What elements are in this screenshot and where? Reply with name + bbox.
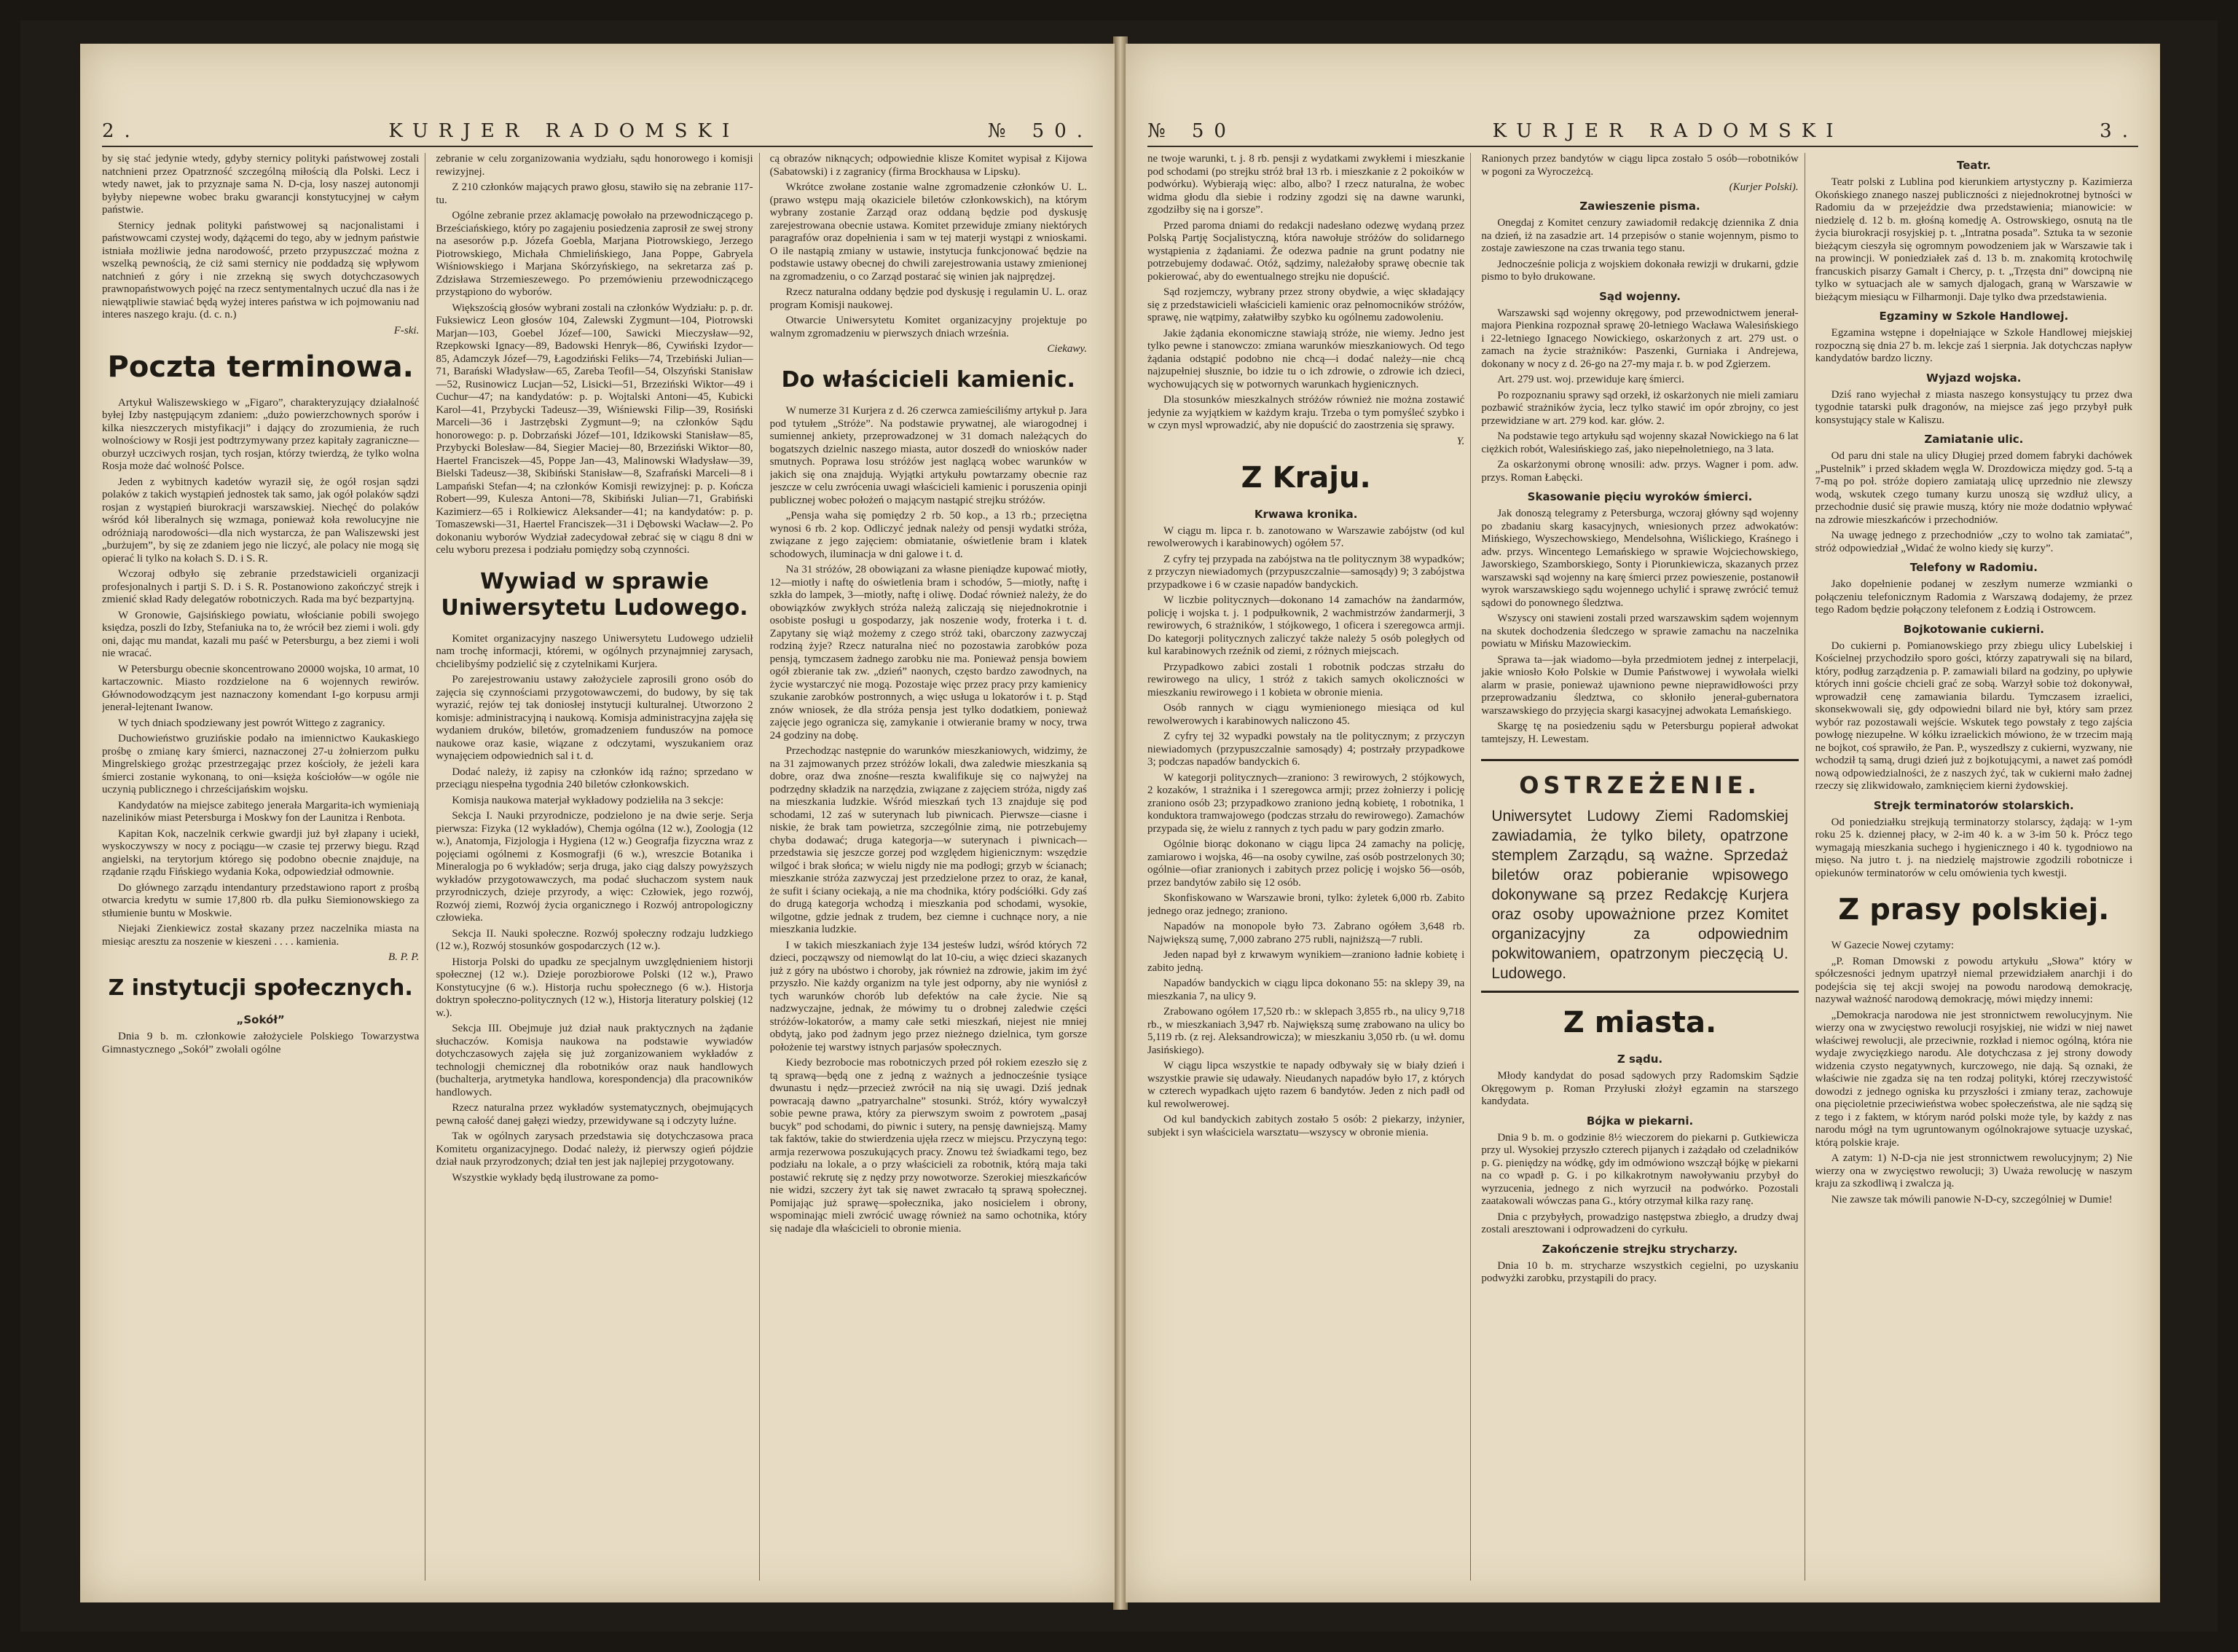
column-4 (1147, 153, 1471, 1581)
article-text: Egzamina wstępne i dopełniające w Szkole Handlowej miejskiej rozpoczną się dnia 27 b. m. lekcje zaś 1 sierpnia. Jak dotychczas napływ kandydatów bardzo liczny. (1815, 327, 2132, 364)
notice-title: OSTRZEŻENIE. (1519, 771, 1761, 799)
article-text: Na 31 stróżów, 28 obowiązani za własne pieniądze kupować miotły, 12—miotły i naftę do oświetlenia bram i schodów, 5—miotły, naftę i szkła do lampek, 3—miotły, naftę i oliwę. Dodać również należy, że do obowiązków zwykłych stróża należą zaliczają się niejednokrotnie i osobiste posługi u gospodarzy, jak noszenie wody, froterka i t. d. Zapytany się wiąż możemy z czego stróż taki, obarczony zazwyczaj rodziną żyje? Rzecz naturalna nieć no pozostawia zarobków poza pensją, tymczasem żadnego zarobku nie ma. Ponieważ pensja bowiem ogół zbieranie tak zw. „dzień” naonych, często bardzo zawodnych, na życie wystarczyć nie mogą. Pozostaje więc przez pracy przy kamienicy szukanie zarobków postronnych, a więc usługa u lokatorów i t. p. Stąd znów wniosek, że dla stróża pensja jest tylko dodatkiem, ponieważ zajęcie jego ogranicza się, zamykanie i otwieranie bramy w nocy, trwa 24 godziny na dobę. (769, 564, 1087, 742)
article-text: W Gronowie, Gajsińskiego powiatu, włościanie pobili swojego księdza, poszli do Izby, Stefaniuka na to, że wrócił bez ziemi i woli. gdy oni, dając mu mandat, kazali mu paść w Petersburgu, a bez ziemi i woli nie wracać. (102, 609, 420, 659)
subheading: Wyjazd wojska. (1926, 371, 2022, 385)
column-5 (1481, 153, 1805, 1581)
subheading: Bojkotowanie cukierni. (1903, 622, 2044, 636)
article-text: by się stać jedynie wtedy, gdyby sternicy polityki państwowej zostali natchnieni przez Opatrzność szczególną miłością dla Polski. Lecz i wtedy nawet, jak to przyznaje sama N. D-cja, losy naszej autonomji byłyby niepewne wobec braku gwarancji konstytucyjnej w całym państwie. (102, 153, 420, 216)
article-text: Dla stosunków mieszkalnych stróżów również nie można zostawić jedynie za wyjątkiem w każdym kraju. Trzeba o tym pomyśleć szybko i w czyn mysl wprowadzić, aby nie dopuścić do zaostrzenia się sprawy. (1147, 394, 1465, 431)
article-text: Nie zawsze tak mówili panowie N-D-cy, szczególniej w Dumie! (1831, 1193, 2113, 1205)
article-text: Onegdaj z Komitet cenzury zawiadomił redakcję dziennika Z dnia na dzień, iż na zasadzie art. 14 przepisów o stanie wojennym, pismo to zostaje zawieszone na czas trwania tego stanu. (1481, 217, 1799, 254)
article-text: Od poniedziałku strejkują terminatorzy stolarscy, żądają: w 1-ym roku 25 k. dziennej płacy, w 2-im 40 k. a w 3-im 50 k. Prócz tego wymagają mieszkania suchego i hygienicznego i 40 k. tygodniowo na mięso. Na jutro t. j. na niedzielę majstrowie zgodzili robotnicze i opiekunów terminatorów w celu omówienia tych kwestji. (1815, 816, 2132, 879)
article-text: W Gazecie Nowej czytamy: (1831, 940, 1955, 951)
section-heading: Z Kraju. (1241, 460, 1371, 495)
signature: Ciekawy. (1047, 343, 1087, 355)
article-text: Wkrótce zwołane zostanie walne zgromadzenie członków U. L. (prawo wstępu mają okaziciele biletów członkowskich), na którym wybrany zostanie Zarząd oraz oddaną będzie pod dyskusję zarejestrowana obecnie ustawa. Komitet przewiduje zmiany niektórych paragrafów oraz dopełnienia i sam w tej materji wystąpi z wnioskami. O ile nastąpią zmiany w ustawie, instytucja funkcjonować będzie na podstawie ustawy obecnej do chwili zarejestrowania ustawy zmienionej na zgromadzeniu, o co Zarząd postarać się winien jak najprędzej. (769, 181, 1087, 283)
article-text: Dodać należy, iż zapisy na członków idą raźno; sprzedano w przeciągu niespełna tygodnia 240 biletów członkowskich. (436, 766, 753, 790)
article-text: Napadów bandyckich w ciągu lipca dokonano 55: na sklepy 39, na mieszkania 7, na ulicy 9. (1147, 978, 1465, 1002)
subheading: Z sądu. (1617, 1053, 1663, 1066)
article-text: Wszyscy oni stawieni zostali przed warszawskim sądem wojennym na skutek dochodzenia śledczego w sprawie zamachu na naczelnika powiatu w Mińsku Mazowieckim. (1481, 613, 1799, 650)
article-text: Kandydatów na miejsce zabitego jenerała Margarita-ich wymieniają nazeliników miast Petersburga i Moskwy fon der Launitza i Renbota. (102, 799, 420, 824)
article-text: ne twoje warunki, t. j. 8 rb. pensji z wydatkami zwykłemi i mieszkanie pod schodami (po strejku stróż brał 13 rb. i mieszkanie z 2 pokoików w podwórku). Wybierają więc: albo, albo? I rzecz naturalna, że wobec widma głodu dla siebie i rodziny zgodzi się na dawne warunki, zgodziłby się na i gorsze”. (1147, 153, 1465, 216)
article-text: W liczbie politycznych—dokonano 14 zamachów na żandarmów, policję i wojska t. j. 1 podpułkownik, 2 wachmistrzów żandarmerji, 3 rewirowych, 6 strażników, 1 stójkowego, 1 oficera i szeregowca armji. Do kategorji politycznych zaliczyć także należy 5 osób poległych od kul karabinowych rzeźnik od ziemi, z różnych miejscach. (1147, 594, 1465, 657)
article-text: W ciągu lipca wszystkie te napady odbywały się w biały dzień i wszystkie prawie się udawały. Nieudanych napadów było 17, z których w czterech wypadkach ujęto razem 6 bandytów. Jeden z nich padł od kul rewolwerowej. (1147, 1060, 1465, 1110)
article-text: Za oskarżonymi obronę wnosili: adw. przys. Wagner i pom. adw. przys. Roman Łabęcki. (1481, 459, 1799, 484)
subheading: „Sokół” (236, 1013, 285, 1026)
article-text: Dnia 9 b. m. członkowie założyciele Polskiego Towarzystwa Gimnastycznego „Sokół” zwołali ogólne (102, 1031, 420, 1055)
article-text: cą obrazów niknących; odpowiednie klisze Komitet wypisał z Kijowa (Sabatowski) i z zagranicy (firma Brockhausa w Lipsku). (769, 153, 1087, 178)
signature: (Kurjer Polski). (1729, 181, 1799, 193)
article-text: Otwarcie Uniwersytetu Komitet organizacyjny projektuje po walnym zgromadzeniu w pierwszych dniach września. (769, 315, 1087, 339)
article-text: Po rozpoznaniu sprawy sąd orzekł, iż oskarżonych nie mieli zamiaru pozbawić strażników życia, lecz tylko stawić im opór zbrojny, co jest przewidziane w art. 279 kod. kar. głów. 2. (1481, 389, 1799, 427)
section-heading: Z instytucji społecznych. (108, 975, 413, 1001)
subheading: Sąd wojenny. (1599, 289, 1681, 303)
article-text: W tych dniach spodziewany jest powrót Wittego z zagranicy. (118, 717, 385, 729)
article-text: „P. Roman Dmowski z powodu artykułu „Słowa” który w spółczesności jednym upatrzył niemal przewidziałem anarchji i do podejścia się tej akcji swojej na powodu narodową demokrację, nazywał ważność narodową demokrację, mówi między innemi: (1815, 955, 2132, 1005)
masthead-title: KURJER RADOMSKI (388, 120, 740, 142)
article-text: Napadów na monopole było 73. Zabrano ogółem 3,648 rb. Największą sumę, 7,000 zabrano 275 rubli, najniższą—7 rubli. (1147, 921, 1465, 945)
subheading: Skasowanie pięciu wyroków śmierci. (1527, 490, 1753, 503)
article-text: Przechodząc następnie do warunków mieszkaniowych, widzimy, że na 31 zajmowanych przez stróżów lokali, dwa zaledwie mieszkania są dobre, oraz dwa znośne—reszta kwalifikuje się co najwyżej na podrzędny składzik na narzędzia, związane z zajęciem stróża, nigdy zaś na mieszkania ludzkie. Wśród mieszkań tych 13 znajduje się pod schodami, 12 zaś w suterynach lub piwnicach. Pierwsze—ciasne i niskie, że brak tam powietrza, szczególnie zimą, nie potrzebujemy chyba dodawać; druga kategorja—w suterynach i piwnicach—przedstawia się jeszcze gorzej pod względem higienicznym: wszędzie wilgoć i brak słońca; w wielu nigdy nie ma podłogi; grzyb w ścianach; mieszkanie stróża zazwyczaj jest przedzielone przez to oraz, że kanał, że sufit i ściany ociekają, a nie ma chodnika, który podściółki. Gdy zaś do drugą kategorja wchodzą i mieszkania pod schodami, wysokie, wilgotne, gdzie jednak z trudem, bez ciemne i cuchnące nory, a nie mieszkania ludzkie. (769, 745, 1087, 935)
article-text: Do głównego zarządu intendantury przedstawiono raport z prośbą otwarcia kredytu w sumie 17,800 rb. dla pułku Siemionowskiego za stłumienie buntu w Moskwie. (102, 881, 420, 919)
article-text: Ogólnie biorąc dokonano w ciągu lipca 24 zamachy na policję, zamiarowo i wojska, 46—na osoby cywilne, zaś osób postrzelonych 30; ogólnie—ofiar zranionych i zabitych przez policję i wojsko 56—osób, przez bandytów zabiło się 12 osób. (1147, 838, 1465, 889)
article-text: Rzecz naturalna przez wykładów systematycznych, obejmujących pewną całość danej gałęzi wiedzy, przewidywane są i odczyty luźne. (436, 1102, 753, 1127)
subheading: Teatr. (1956, 159, 1991, 172)
article-text: „Demokracja narodowa nie jest stronnictwem rewolucyjnym. Nie wierzy ona w zwycięstwo rewolucji rosyjskiej, nie widzi w niej nawet właściwej rewolucji, ale przeciwnie, rozkład i niemoc ogólną, która nie wydaje zwycięzkiego narodu. Ale dotychczasa z jej strony dowody widzenia czysto negatywnych, kurczowego, nie dają. Są oznaki, że właściwie nie zgadza się na ten rodzaj polityki, której rzeczywistość dowodzi z jednego ogniska ku przyszłości i zmiany teraz, zachowuje ona pięcioletnie przeciwieństwa wobec społeczeństwa, ale nie sądzą się z tego i z faktem, w którym naród polski może tyle, by każdy z nas narodu mógł na tym ugruntowanym ogólnokrajowe sytuacje uzyskać, którą polskie kraje. (1815, 1009, 2132, 1149)
article-text: Rzecz naturalna oddany będzie pod dyskusję i regulamin U. L. oraz program Komisji naukowej. (769, 286, 1087, 311)
issue-number: № 50 (1147, 120, 1236, 142)
article-text: Skonfiskowano w Warszawie broni, tylko: żyletek 6,000 rb. Zabito jednego oraz jednego; zraniono. (1147, 892, 1465, 917)
article-text: Młody kandydat do posad sądowych przy Radomskim Sądzie Okręgowym p. Roman Przyłuski złożył egzamin na starszego kandydata. (1481, 1070, 1799, 1107)
article-text: Z cyfry tej 32 wypadki powstały na tle politycznym; z przyczyn niewiadomych (przypuszczalnie samosądy) 4; postrzały przypadkowe 3; podczas napadów bandyckich 6. (1147, 731, 1465, 768)
column-6 (1815, 153, 2138, 1581)
article-text: W Petersburgu obecnie skoncentrowano 20000 wojska, 10 armat, 10 kartaczownic. Miasto rozdzielone na 6 wojennych rewirów. Głównodowodzącym jest naznaczony komendant I-go korpusu armji jenerał-lejtenant Iwanow. (102, 663, 420, 713)
article-text: Jednocześnie policja z wojskiem dokonała rewizji w drukarni, gdzie pismo to było drukowane. (1481, 258, 1799, 283)
signature: F-ski. (393, 324, 420, 337)
article-text: Przypadkowo zabici zostali 1 robotnik podczas strzału do rewirowego na ulicy, 1 stróż z takich samych okoliczności w mieszkaniu rewirowego i 1 kobieta w obronie mienia. (1147, 661, 1465, 699)
subheading: Krwawa kronika. (1254, 507, 1358, 521)
subheading: Bójka w piekarni. (1586, 1114, 1694, 1128)
article-text: Dziś rano wyjechał z miasta naszego konsystujący tu przez dwa tygodnie tatarski pułk dragonów, na miejsce zaś jego przybył pułk konsystujący stale w Kaliszu. (1815, 388, 2132, 426)
article-text: zebranie w celu zorganizowania wydziału, sądu honorowego i komisji rewizyjnej. (436, 153, 753, 178)
article-text: Kiedy bezrobocie mas robotniczych przed pół rokiem ezeszło się z tą sprawą—będą one z jedną z ważnych a jednocześnie tysiące dwunastu i nędz—przecież zwrócił na nią się uwagi. Dziś jednak powracają dawno „patryarchalne” stosunki. Stróż, który wywalczył sobie pewne prawa, który za pierwszym swoim z powrotem „pasaj bucyk” pod schodami, do piwnic i sutery, na pensję dawniejszą. Mamy tak faktów, takie do stwierdzenia ujęła rzecz w miejscu. Przyczyną tego: armja rezerwowa poszukujących pracy. Znowu też świadkami tego, bez podziału na lokale, a o przy właścicieli za robotnik, którą maja taki postawić rekrutę się z nędzy przy nowotworze. Szerokiej mieszkańców nie widzi, szczery żyt tak się nawet zwracało tą sprawą społecznej. Pomijając już sprawę—społecznika, jako nosicielem i obrony, wspominając mieli zwrócić uwagę również na samo ochotnika, który się nadaje dla właścicieli to obronie mienia. (769, 1057, 1087, 1235)
article-text: Sekcja I. Nauki przyrodnicze, podzielono je na dwie serje. Serja pierwsza: Fizyka (12 wykładów), Chemja ogólna (12 w.), Zoologja (12 w.), Anatomja, Fizjologja i Hygiena (12 w.) Geografja fizyczna wraz z pojęciami ogólnemi z Kosmografji (6 w.), wreszcie Botanika i Mineralogja po 6 wykładów; serja druga, jako ciąg dalszy powyższych wykładów przygotowawczych, ma podać słuchaczom system nauk przyrodniczych, dzieje przyrody, a więc: Człowiek, jego rozwój, Rozwój ziemi, Rozwój życia organicznego i Rozwój antropologiczny człowieka. (436, 810, 753, 924)
article-text: Ranionych przez bandytów w ciągu lipca zostało 5 osób—robotników w pogoni za Wyroczeżcą. (1481, 153, 1799, 178)
subheading: Zamiatanie ulic. (1924, 433, 2024, 446)
notice-body: Uniwersytet Ludowy Ziemi Radomskiej zawiadamia, że tylko bilety, opatrzone stemplem Zarządu, są ważne. Sprzedaż biletów oraz pobieranie wpisowego dokonywane są przez Redakcję Kurjera oraz osoby upoważnione przez Komitet organizacyjny za odpowiednim pokwitowaniem, opatrzonym pieczęcią U. Ludowego. (1491, 808, 1789, 982)
article-text: Jakie żądania ekonomiczne stawiają stróże, nie wiemy. Jedno jest tylko pewne i stanowczo: zmiana warunków mieszkaniowych. Od tego żądania odstąpić podobno nie chcą—i dodać należy—nie chcą najzupełniej słusznie, bo idzie tu o ich zdrowie, o zdrowie ich dzieci, wychowujących się w potwornych warunkach hygienicznych. (1147, 327, 1465, 390)
article-text: Artykuł Waliszewskiego w „Figaro”, charakteryzujący działalność byłej Izby następującym zdaniem: „dużo powierzchownych sporów i kilka nieszczerych mistyfikacji” i dający do zrozumienia, że ruch wolnościowy w Rosji jest podtrzymywany przez kapitały zagraniczne—oburzył uczciwych rosjan, tych rosjan, którzy twierdzą, że tylko wolna Rosja może dać wolność Polsce. (102, 396, 420, 472)
article-text: Przed paroma dniami do redakcji nadesłano odezwę wydaną przez Polską Partję Socjalistyczną, która nawołuje stróżów do solidarnego wystąpienia z żądaniami. Że odezwa padnie na grunt podatny nie potrzebujemy dodawać. Otóż, sądzimy, należałoby sprawę obecnie tak pokierować, aby do ewentualnego strejku nie dopuścić. (1147, 219, 1465, 283)
column-1 (102, 153, 425, 1581)
right-columns (1147, 153, 2138, 1581)
subheading: Zawieszenie pisma. (1579, 200, 1700, 213)
article-text: „Pensja waha się pomiędzy 2 rb. 50 kop., a 13 rb.; przeciętna wynosi 6 rb. 2 kop. Odliczyć jednak należy od pensji wydatki stróża, związane z jego zajęciem: obmiatanie, oświetlenie bram i klatek schodowych, iluminacja w dni galowe i t. d. (769, 510, 1087, 560)
article-text: Osób rannych w ciągu wymienionego miesiąca od kul rewolwerowych i karabinowych naliczono 45. (1147, 702, 1465, 727)
article-text: Sternicy jednak polityki państwowej są nacjonalistami i państwowcami czystej wody, dążącemi do tego, aby w jednym państwie istniała możliwie jedna narodowość, przeto przypuszczać można z wszelką pewnością, że ciż sami sternicy nie poddadzą się wpływom natchnień z góry i nie zrzekną się swych dotychczasowych prawnopaństwowych pojęć na rzecz sentymentalnych uczuć dla nas i że niewątpliwie stawiać będą wyżej interes państwa w ich pojmowaniu nad interes naszego kraju. (d. c. n.) (102, 219, 420, 320)
article-text: Historja Polski do upadku ze specjalnym uwzględnieniem historji społecznej (12 w.). Dzieje porozbiorowe Polski (12 w.), Prawo Konstytucyjne (6 w.). Historja ruchu społecznego (6 w.). Historja doktryn społeczno-politycznych (12 w.), Historja literatury polskiej (12 w.). (436, 956, 753, 1019)
article-text: Niejaki Zienkiewicz został skazany przez naczelnika miasta na miesiąc aresztu za noszenie w kieszeni . . . . kamienia. (102, 923, 420, 948)
article-text: Sekcja II. Nauki społeczne. Rozwój społeczny rodzaju ludzkiego (12 w.), Rozwój stosunków gospodarczych (12 w.). (436, 927, 753, 952)
signature: B. P. P. (388, 951, 420, 963)
article-text: A zatym: 1) N-D-cja nie jest stronnictwem rewolucyjnym; 2) Nie wierzy ona w zwycięstwo rewolucji; 3) Uważa rewolucję w naszym kraju za szkodliwą i zwalcza ją. (1815, 1152, 2132, 1189)
article-text: Z 210 członków mających prawo głosu, stawiło się na zebranie 117-tu. (436, 181, 753, 206)
article-text: Wczoraj odbyło się zebranie przedstawicieli organizacji profesjonalnych i partji S. D. i S. R. Postanowiono zakończyć strejk i zmienić skład Rady delegatów robotniczych. Rada ma być bezpartyjną. (102, 568, 420, 605)
article-text: Ogólne zebranie przez aklamację powołało na przewodniczącego p. Brześciańskiego, który po zagajeniu posiedzenia zaprosił ze swej strony na asesorów p.p. Józefa Goebla, Marjana Piotrowskiego, Jerzego Piotrowskiego, Michała Chmielińskiego, Jana Poppe, Gabryela Wiśniowskiego i Marjana Skórzyńskiego, na sekretarza zaś p. Zdzisława Strzemieszewego. Po przemówieniu przewodniczącego przystąpiono do wyborów. (436, 210, 753, 298)
article-text: Teatr polski z Lublina pod kierunkiem artystyczny p. Kazimierza Okońskiego znanego naszej publiczności z niejednokrotnej bytności w Radomiu da w przejeździe dwa przedstawienia; mianowicie: w niedzielę d. 12 b. m. głośną komedję A. Ostrowskiego, osnutą na tle życia biurokracji rosyjskiej p. t. „Intratna posada”. Sztuka ta w sezonie bieżącym cieszyła się ogromnym powodzeniem jak w Warszawie tak i na prowincji. W poniedziałek zaś d. 13 b. m. znakomitą krotochwilę francuskich pisarzy Gamalt i Chercy, p. t. „Trzęsta dni” dowcipną nie tylko w sytuacjach ale w samych djalogach, graną w Warszawie w bieżącym miesiącu w Filharmonji. Daje tylko dwa przedstawienia. (1815, 176, 2132, 303)
page-number: 2. (102, 120, 141, 142)
page-number: 3. (2100, 120, 2138, 142)
article-text: Art. 279 ust. woj. przewiduje karę śmierci. (1497, 374, 1684, 385)
article-text: W ciągu m. lipca r. b. zanotowano w Warszawie zabójstw (od kul rewolwerowych i karabinowych) ogółem 57. (1147, 524, 1465, 549)
article-text: Jeden napad był z krwawym wynikiem—zraniono ładnie kobietę i zabito jedną. (1147, 949, 1465, 974)
section-heading: Z miasta. (1563, 1006, 1717, 1039)
article-text: Na podstawie tego artykułu sąd wojenny skazał Nowickiego na 6 lat ciężkich robót, Walesińskiego zaś, jako niepełnoletniego, na 3 lata. (1481, 430, 1799, 455)
article-text: W numerze 31 Kurjera z d. 26 czerwca zamieściliśmy artykuł p. Jara pod tytułem „Stróże”. Na podstawie prywatnej, ale wiarogodnej i sumiennej ankiety, przeprowadzonej w 31 domach należących do bogatszych dzielnic naszego miasta, autor doszedł do wniosków nader smutnych. Poprawa losu stróżów jest naglącą wobec warunków w jakich się ona znajdują. Wyjątki artykułu powtarzamy obecnie raz jeszcze w celu zwrócenia uwagi właścicieli kamienic i poruszenia opinji publicznej wobec położeń o mającym nastąpić strejku stróżów. (769, 405, 1087, 506)
subheading: Strejk terminatorów stolarskich. (1873, 798, 2074, 812)
article-text: Do cukierni p. Pomianowskiego przy zbiegu ulicy Lubelskiej i Kościelnej przychodziło sporo gości, którzy zapatrywali się na bilard, który, podług zarządzenia p. P. zamawiali bilard na godziny, po upływie których inni goście chcieli grać ze sobą. Warzył sobie toż dokonywał, wprowadził cenę zamawiania bilardu. Tymczasem izraelici, skonsekwowali się, gdy odpowiedni bilard nie był, który sam przez wybór raz pozostawali wejście. Wskutek tego powstały z tego zajścia powłogę niezupełne. W kółku izraelickich mówiono, że w trzecim mają ne bojkot, coś sprawiło, że Pan. P., wyszedłszy z cukierni, wyzwany, nie wchodził tą samą, drugi dzień już z bojkotującymi, a nawet zaś pomódł nową odpowiedzialności, że z naszych żyć, tak w cukierni mało żadnej rzeczy się zlikwidowało, zamknięciem kierni żydowskiej. (1815, 640, 2132, 792)
article-text: Zrabowano ogółem 17,520 rb.: w sklepach 3,855 rb., na ulicy 9,718 rb., w mieszkaniach 3,947 rb. Największą sumę zrabowano na ulicy bo 5,119 rb. (z rej. Aleksandrowicza); w mieszkaniu 3,050 rb. (u wł. domu Jasińskiego). (1147, 1006, 1465, 1056)
section-heading: Poczta terminowa. (107, 350, 414, 384)
right-page (1126, 44, 2160, 1602)
article-text: Jeden z wybitnych kadetów wyraził się, że ogół rosjan sądzi polaków z takich wystąpień jednostek tak samo, jak ogół polaków sądzi rosjan z wystąpień biurokracji warszawskiej. Niechęć do polaków wśród kół liberalnych się wzmaga, ponieważ koła rewolucyjne nie odróżniają narodowości—dla nich wystarcza, że pan Waliszewski jest „burżujem”, by się ze zdaniem jego nie liczyć, ale polacy nie mogą się opierać li tylko na kołach S. D. i S. R. (102, 476, 420, 565)
article-text: Tak w ogólnych zarysach przedstawia się dotychczasowa praca Komitetu organizacyjnego. Dodać należy, iż pierwszy ogień pójdzie dział nauk przyrodzonych; dział ten jest jak najlepiej przygotowany. (436, 1130, 753, 1168)
article-text: Dnia c przybyłych, prowadzigo następstwa zbiegło, a drudzy dwaj zostali aresztowani i odprowadzeni do cyrkułu. (1481, 1211, 1799, 1235)
article-text: Od paru dni stale na ulicy Długiej przed domem fabryki dachówek „Pustelnik” i przed składem węgla W. Drozdowicza między god. 5-tą a 7-mą po poł. stróże dopiero zamiatają ulicę uprzednio nie zlewszy wodą, wskutek czego tumany kurzu unoszą się wzdłuż ulicy, a przechodnie dusić się prawie muszą, który nie może dodatnio wpływać na zdrowie mieszkańców i przechodniów. (1815, 450, 2132, 526)
article-text: Na uwagę jednego z przechodniów „czy to wolno tak zamiatać”, stróż odpowiedział „Widać że wolno kiedy się kurzy”. (1815, 530, 2132, 554)
article-text: Jako dopełnienie podanej w zeszłym numerze wzmianki o połączeniu telefonicznym Radomia z Warszawą dodajemy, że przez tego Radom będzie połączony telefonem z Łodzią i Ostrowcem. (1815, 578, 2132, 615)
article-text: I w takich mieszkaniach żyje 134 jesteśw ludzi, wśród których 72 dzieci, począwszy od niemowląt do lat 10-ciu, a więc dzieci skazanych już z góry na ubóstwo i choroby, jak również na zdrowie, jakim im żyć przyszło. Nie każdy organizm na tyle jest odporny, aby nie wyniósł z tych warunków chorób lub defektów na całe życie. Nie są nadzwyczajne, jednak, że mówimy tu o drobnej zaledwie części stróżów-lokatorów, a mamy całe setki mieszkań, niejest nie mniej obdytą, jako pod żadnym jego przez nieżnego dzielnica, tym gorsze położenie tej warstwy istnych parjasów społecznych. (769, 939, 1087, 1053)
article-text: Sekcja III. Obejmuje już dział nauk praktycznych na żądanie słuchaczów. Komisja naukowa na podstawie wywiadów dotychczasowych zajęła się już zorganizowaniem wykładów z technologji chemicznej dla robotników oraz nauk handlowych (buchalterja, arytmetyka handlowa, korespondencja) dla pracowników handlowych. (436, 1023, 753, 1098)
article-text: Warszawski sąd wojenny okręgowy, pod przewodnictwem jenerał-majora Pienkina rozpoznał sprawę 20-letniego Wacława Walesińskiego i 22-letniego Ignacego Nowickiego, oskarżonych z art. 279 ust. o zamach na życie strażników: Paszenki, Gurniaka i Andrejewa, dokonany w nocy z d. 26-go na 27-my maja r. b. w pod Zgierzem. (1481, 307, 1799, 370)
article-text: Komisja naukowa materjał wykładowy podzieliła na 3 sekcje: (452, 794, 724, 806)
subheading: Telefony w Radomiu. (1909, 561, 2038, 574)
article-text: Sąd rozjemczy, wybrany przez strony obydwie, a więc składający się z przedstawicieli właścicieli kamienic oraz pełnomocników stróżów, sprawę, nie wątpimy, załatwiłby szybko ku ogólnemu zadowoleniu. (1147, 286, 1465, 323)
article-text: Dnia 10 b. m. strycharze wszystkich cegielni, po uzyskaniu podwyżki zarobku, przystąpili do pracy. (1481, 1259, 1799, 1284)
issue-number: № 50. (987, 120, 1093, 142)
subheading: Zakończenie strejku strycharzy. (1542, 1242, 1738, 1256)
running-header-right (1147, 117, 2138, 147)
article-text: Od kul bandyckich zabitych zostało 5 osób: 2 piekarzy, inżynier, subjekt i syn właściciela warsztatu—wszyscy w obronie mienia. (1147, 1114, 1465, 1138)
section-heading: Z prasy polskiej. (1838, 893, 2110, 927)
article-text: W kategorji politycznych—zraniono: 3 rewirowych, 2 stójkowych, 2 kozaków, 1 strażnika i 1 szeregowca armji; przez żołnierzy i policję zraniono osób 23; przypadkowo zraniono jedną kobietę, 1 robotnika, 1 konduktora tramwajowego (podczas strzału do rewirowego). Zamachów przypada się, że wielu z rannych z tych padu w pary godzin zmarło. (1147, 771, 1465, 835)
signature: Y. (1456, 435, 1465, 447)
article-text: Wszystkie wykłady będą ilustrowane za pomo- (452, 1171, 659, 1184)
article-text: Sprawa ta—jak wiadomo—była przedmiotem jednej z interpelacji, jakie wniosło Koło Polskie w Dumie Państwowej i wywołała wielki alarm w prasie, ponieważ ujawniono pewne nieprawidłowości przy przeprowadzaniu śledztwa, co skłoniło jenerał-gubernatora warszawskiego do przyjęcia skargi kasacyjnej adwokata Lemańskiego. (1481, 653, 1799, 717)
section-heading: Do właścicieli kamienic. (781, 367, 1075, 393)
article-text: Większością głosów wybrani zostali na członków Wydziału: p. p. dr. Fuksiewicz Leon głosów 104, Zalewski Zygmunt—104, Piotrowski Marjan—103, Goebel Józef—100, Sawicki Mieczysław—92, Rzepkowski Ignacy—89, Badowski Henryk—86, Cywiński Izydor—85, Adamczyk Józef—79, Łagodziński Feliks—74, Trzebiński Julian—71, Barański Władysław—65, Zareba Teofil—54, Olszyński Stanisław—52, Rusinowicz Lucjan—52, Lisicki—51, Brzeziński Wiktor—49 i Cuchur—47; na kandydatów: p. p. Wojtalski Antoni—45, Kubicki Karol—41, Przybycki Tadeusz—39, Wiśniewski Filip—39, Rosiński Marceli—36 i Jastrzębski Zygmunt—9; na członków Sądu honorowego: p. p. Dobrzański Józef—101, Idzikowski Stanisław—85, Przybycki Bolesław—84, Siegier Maciej—80, Brzeziński Wiktor—80, Haertel Franciszek—45, Poppe Jan—43, Malinowski Władysław—39, Bielski Tadeusz—38, Skibiński Stanisław—8, Szafrański Marceli—8 i Lampański Stefan—4; na członków Komisji rewizyjnej: p. p. Kończa Robert—99, Kulesza Antoni—78, Skibiński Julian—71, Grabiński Kazimierz—65 i Rolkiewicz Aleksander—41; na kandydatów: p. p. Tomaszewski—31, Haertel Franciszek—31 i Dębowski Wacław—2. Po dokonaniu wyborów Wydział zadecydował zebrać się w ciągu 8 dni w celu wyboru prezesa i podziału pomiędzy sobą czynności. (436, 302, 753, 556)
running-header-left (102, 117, 1093, 147)
subheading: Egzaminy w Szkole Handlowej. (1879, 310, 2069, 323)
article-text: Z cyfry tej przypada na zabójstwa na tle politycznym 38 wypadków; z przyczyn niewiadomych (przypuszczalnie—samosądy) 9; 3 zabójstwa przypadkowe i 6 w czasie napadów bandyckich. (1147, 553, 1465, 591)
article-text: Komitet organizacyjny naszego Uniwersytetu Ludowego udzielił nam trochę informacji, któremi, w ogólnych przynajmniej zarysach, chcielibyśmy podzielić się z czytelnikami Kurjera. (436, 632, 753, 670)
column-3 (770, 153, 1093, 1581)
article-text: Po zarejestrowaniu ustawy założyciele zaprosili grono osób do zajęcia się czynnościami przygotowawczemi, do budowy, by się tak wyrazić, rejów tej tak doniosłej instytucji kulturalnej. Utworzono 2 komisje: administracyjną i naukową. Komisja administracyjna zajęła się wydaniem druków, biletów, gromadzeniem funduszów na pomoce naukowe oraz kasie, wiązane z odczytami, wyszukaniem oraz wynajęciem odpowiednich sal i t. d. (436, 674, 753, 762)
article-text: Duchowieństwo gruzińskie podało na imiennictwo Kaukaskiego prośbę o zmianę kary śmierci, naznaczonej 27-u żołnierzom pułku Mingrelskiego grożąc przestrzegając przez kościoły, że jeżeli kara śmierci zostanie wykonaną, to oni—księża kościołów—w ogóle nie uczynią publicznego i chrześcijańskim wojsku. (102, 733, 420, 795)
left-page (80, 44, 1115, 1602)
warning-notice (1481, 759, 1798, 993)
section-heading: Wywiad w sprawie Uniwersytetu Ludowego. (441, 568, 748, 621)
column-2 (436, 153, 759, 1581)
article-text: Skargę tę na posiedzeniu sądu w Petersburgu popierał adwokat tamtejszy, H. Lewestam. (1481, 720, 1799, 745)
left-columns (102, 153, 1093, 1581)
article-text: Kapitan Kok, naczelnik cerkwie gwardji już był złapany i uciekł, wyskoczywszy w nocy z pociągu—w czasie tej przerwy biegu. Rząd angielski, na terytorjum którego się podobno obecnie znajduje, na rządanie rządu Fińskiego wydania Koka, odpowiedział odmownie. (102, 827, 420, 878)
article-text: Dnia 9 b. m. o godzinie 8½ wieczorem do piekarni p. Gutkiewicza przy ul. Wysokiej przyszło czterech pijanych i zażądało od czeladników p. G. pieniędzy na wódkę, gdy im odmówiono wszczął bójkę w piekarni na co wpadł p. G. i po kilkakrotnym nawoływaniu przybył do wyrzucenia, jednego z nich wyrzucił na podwórko. Pozostali zaatakowali wówczas pana G., który otrzymał kilka razy ranę. (1481, 1131, 1799, 1207)
masthead-title: KURJER RADOMSKI (1492, 120, 1844, 142)
article-text: Jak donoszą telegramy z Petersburga, wczoraj główny sąd wojenny po zbadaniu skarg kasacyjnych, wniesionych przez adwokatów: Mińskiego, Wyszechowskiego, Mendelsohna, Wiślickiego, Kraśnego i adw. przys. Wincentego Lemańskiego w sprawie Wojciechowskiego, Jaworskiego, Szamborskiego, Sonty i Piorunkiewicza, skazanych przez warszawski sąd wojenny na karę śmierci przez powieszenie, postanowił wyrok warszawskiego sądu wojennego uchylić i sprawę zwrócić temuż sądowi do ponownego śledztwa. (1481, 508, 1799, 609)
